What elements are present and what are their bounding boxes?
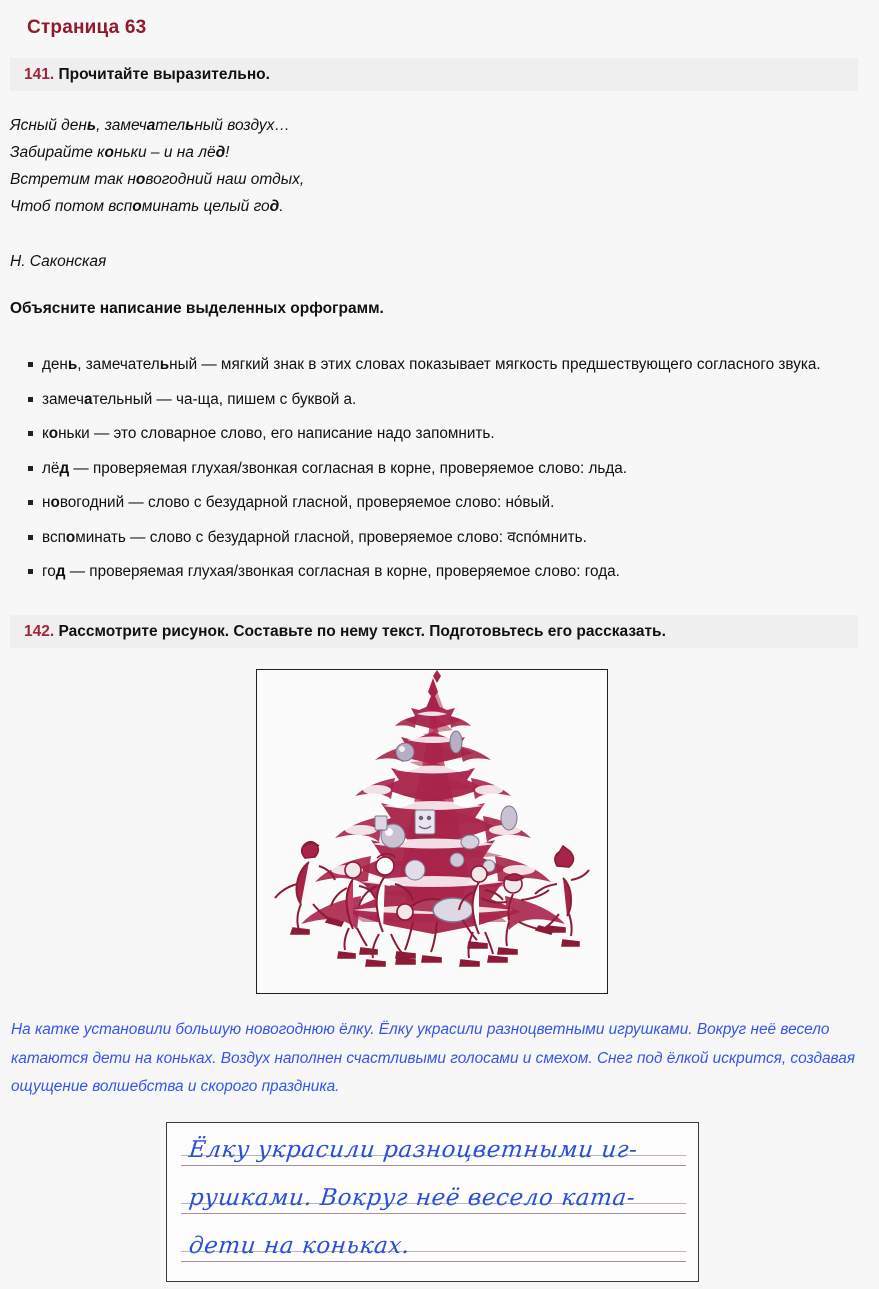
orthogram-explanations: [10, 352, 870, 594]
task-141-heading: Прочитайте выразительно.: [58, 66, 270, 83]
orthogram-item: день, замечательный — мягкий знак в этих словах показывает мягкость предшествующего согласного звука.: [10, 352, 870, 377]
handwriting-line-3: дети на коньках.: [187, 1233, 412, 1259]
illustration-frame: [256, 669, 608, 994]
orthogram-item: лёд — проверяемая глухая/звонкая согласная в корне, проверяемое слово: льда.: [10, 456, 870, 481]
poem-line-4: Чтоб потом вспоминать целый год.: [10, 198, 284, 215]
orthogram-item: новогодний — слово с безударной гласной, проверяемое слово: но́вый.: [10, 490, 870, 515]
poem-line-1: Ясный день, замечательный воздух…: [10, 117, 290, 134]
orthogram-item: вспоминать — слово с безударной гласной, проверяемое слово: वспо́мнить.: [10, 525, 870, 550]
handwriting-line-2: рушками. Вокруг неё весело ката-: [187, 1185, 637, 1211]
task-142-heading: Рассмотрите рисунок. Составьте по нему текст. Подготовьтесь его рассказать.: [58, 623, 666, 640]
poem-author: Н. Саконская: [10, 253, 107, 270]
orthogram-item: коньки — это словарное слово, его написание надо запомнить.: [10, 421, 870, 446]
composed-text-answer: На катке установили большую новогоднюю ёлку. Ёлку украсили разноцветными игрушками. Вокруг неё весело катаются дети на коньках. Воздух наполнен счастливыми голосами и смехом. Снег под ёлкой искрится, создавая ощущение волшебства и скорого праздника.: [11, 1021, 856, 1095]
handwriting-line-1: Ёлку украсили разноцветными иг-: [187, 1137, 639, 1163]
christmas-tree-illustration: [257, 670, 607, 993]
orthogram-instruction: Объясните написание выделенных орфограмм.: [10, 300, 384, 317]
orthogram-item: замечательный — ча-ща, пишем с буквой а.: [10, 387, 870, 412]
task-141-number: 141.: [24, 66, 55, 83]
orthogram-item: год — проверяемая глухая/звонкая согласная в корне, проверяемое слово: года.: [10, 559, 870, 584]
task-141-header: [10, 58, 858, 91]
task-142-number: 142.: [24, 623, 55, 640]
poem: [10, 112, 710, 220]
handwriting-box: [166, 1122, 699, 1282]
page-title: Страница 63: [27, 17, 147, 38]
poem-line-3: Встретим так новогодний наш отдых,: [10, 171, 305, 188]
poem-line-2: Забирайте коньки – и на лёд!: [10, 144, 230, 161]
task-142-header: [10, 615, 858, 648]
